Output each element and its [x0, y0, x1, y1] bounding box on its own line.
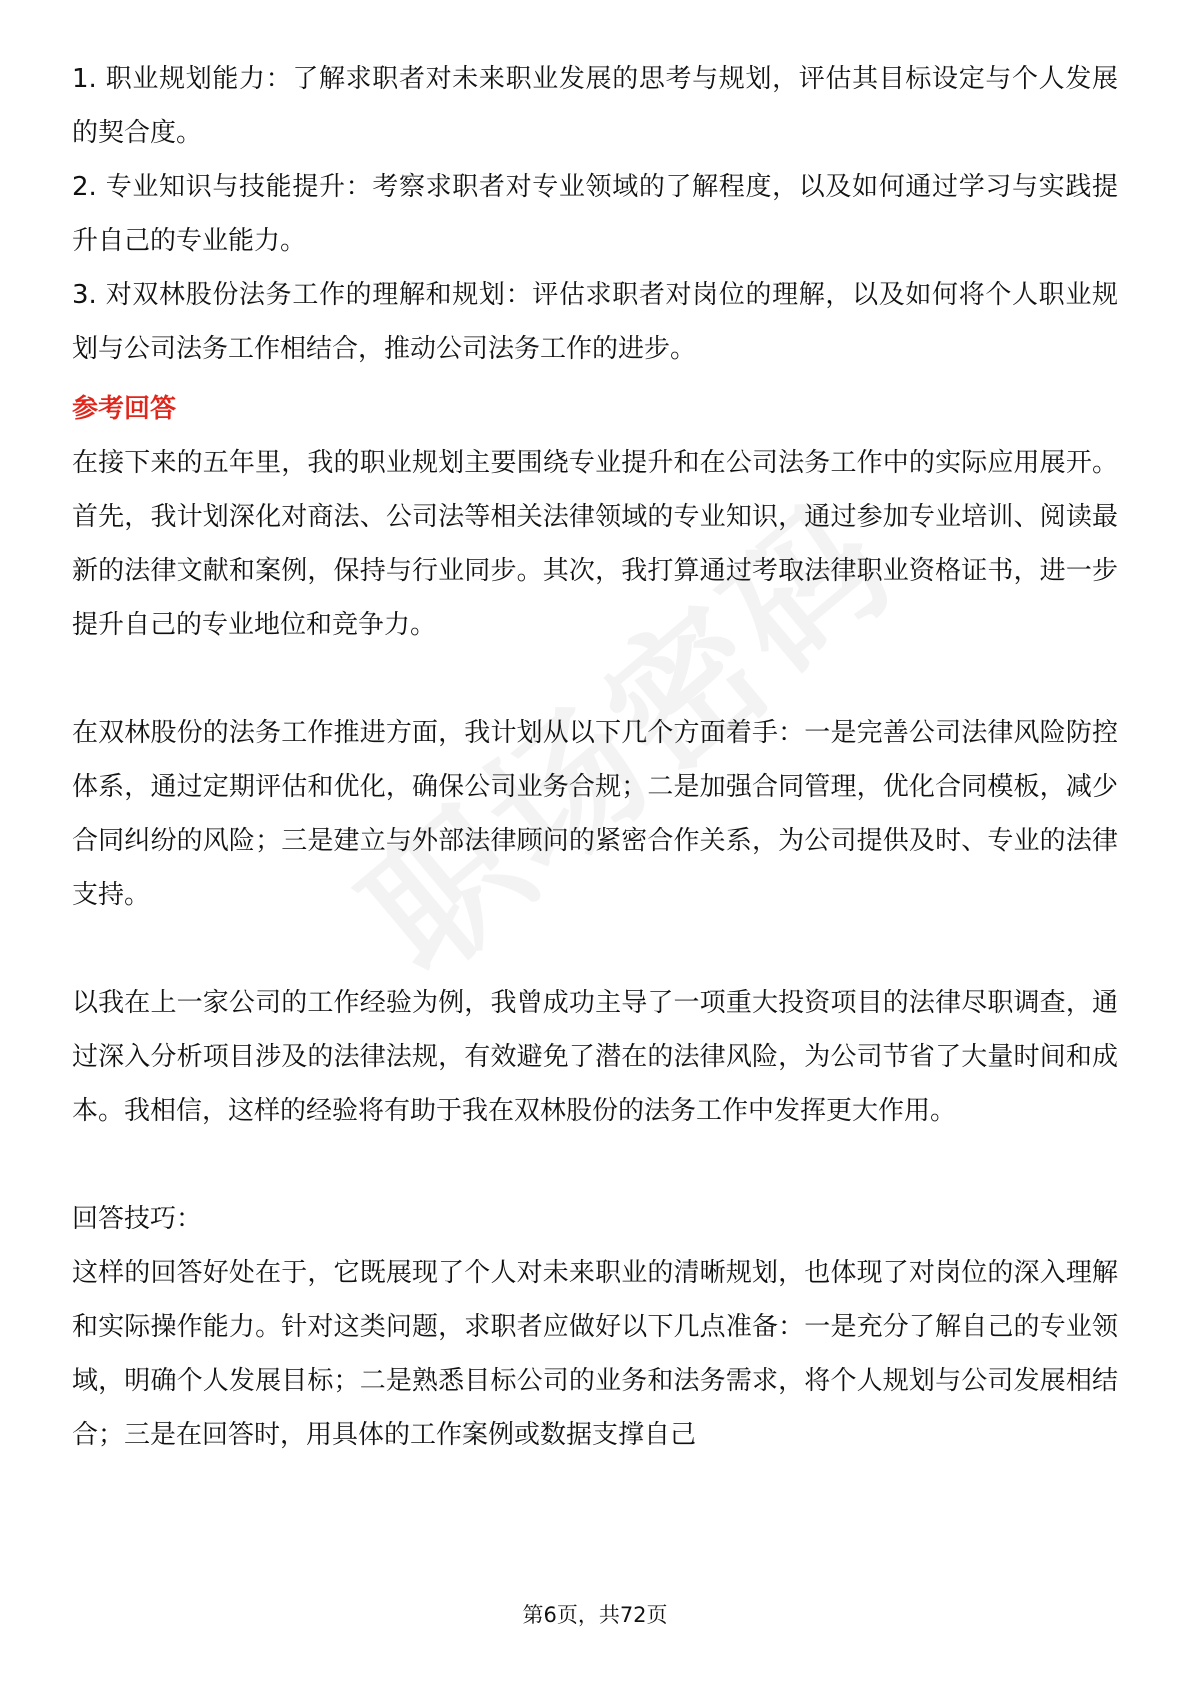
paragraph-gap — [72, 652, 1118, 706]
paragraph-gap — [72, 922, 1118, 976]
criteria-item-1: 1. 职业规划能力：了解求职者对未来职业发展的思考与规划，评估其目标设定与个人发展的契合度。 — [72, 64, 1118, 148]
criteria-item-3: 3. 对双林股份法务工作的理解和规划：评估求职者对岗位的理解，以及如何将个人职业规划与公司法务工作相结合，推动公司法务工作的进步。 — [72, 280, 1118, 364]
criteria-item-2: 2. 专业知识与技能提升：考察求职者对专业领域的了解程度，以及如何通过学习与实践提升自己的专业能力。 — [72, 172, 1118, 256]
page-number-footer: 第6页，共72页 — [522, 1603, 668, 1627]
tips-text: 这样的回答好处在于，它既展现了个人对未来职业的清晰规划，也体现了对岗位的深入理解和实际操作能力。针对这类问题，求职者应做好以下几点准备：一是充分了解自己的专业领域，明确个人发展目标；二是熟悉目标公司的业务和法务需求，将个人规划与公司发展相结合；三是在回答时，用具体的工作案例或数据支撑自己 — [72, 1258, 1118, 1450]
tips-heading: 回答技巧： — [72, 1204, 203, 1234]
answer-paragraph-2: 在双林股份的法务工作推进方面，我计划从以下几个方面着手：一是完善公司法律风险防控体系，通过定期评估和优化，确保公司业务合规；二是加强合同管理，优化合同模板，减少合同纠纷的风险；三是建立与外部法律顾问的紧密合作关系，为公司提供及时、专业的法律支持。 — [72, 718, 1118, 910]
answer-paragraph-1: 在接下来的五年里，我的职业规划主要围绕专业提升和在公司法务工作中的实际应用展开。首先，我计划深化对商法、公司法等相关法律领域的专业知识，通过参加专业培训、阅读最新的法律文献和案例，保持与行业同步。其次，我打算通过考取法律职业资格证书，进一步提升自己的专业地位和竞争力。 — [72, 448, 1118, 640]
reference-answer-heading: 参考回答 — [72, 394, 177, 424]
page-content — [72, 52, 1118, 1462]
paragraph-gap — [72, 1138, 1118, 1192]
answer-paragraph-3: 以我在上一家公司的工作经验为例，我曾成功主导了一项重大投资项目的法律尽职调查，通过深入分析项目涉及的法律法规，有效避免了潜在的法律风险，为公司节省了大量时间和成本。我相信，这样的经验将有助于我在双林股份的法务工作中发挥更大作用。 — [72, 988, 1118, 1126]
